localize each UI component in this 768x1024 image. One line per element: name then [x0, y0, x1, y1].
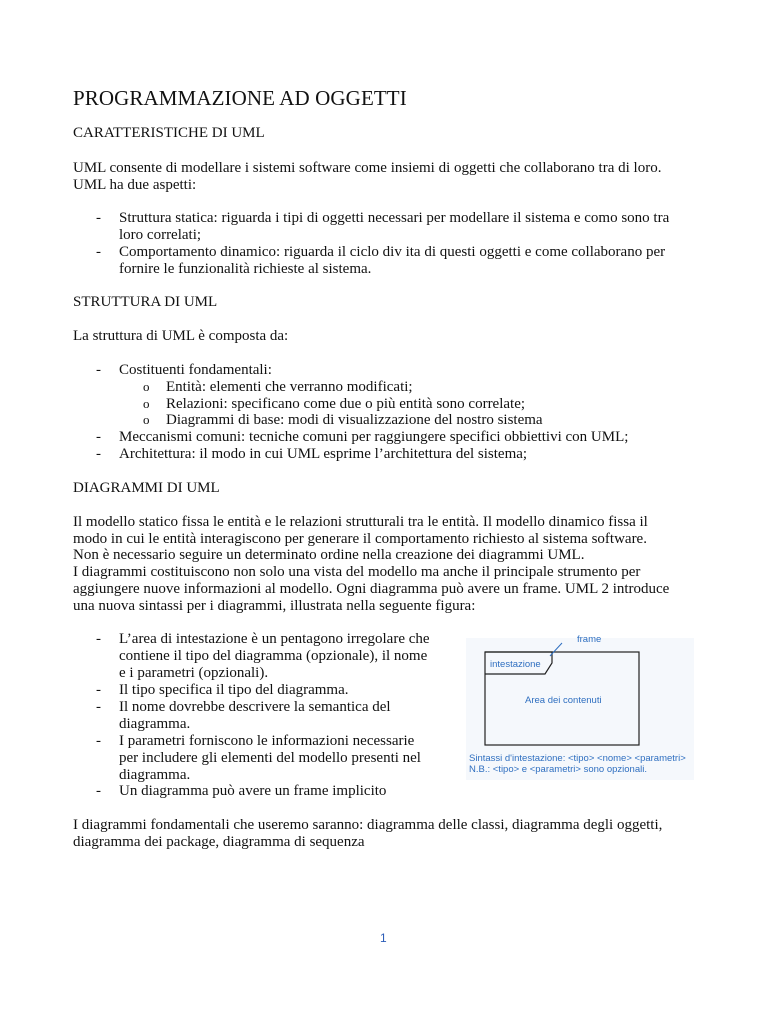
bullet-dash: - [96, 429, 101, 445]
paragraph-line: una nuova sintassi per i diagrammi, illustrata nella seguente figura: [73, 598, 476, 614]
list-item-line: Costituenti fondamentali: [119, 362, 272, 378]
sub-list-item: Diagrammi di base: modi di visualizzazione del nostro sistema [166, 412, 543, 428]
paragraph-line: UML consente di modellare i sistemi software come insiemi di oggetti che collaborano tra di loro. [73, 160, 662, 176]
paragraph-line: La struttura di UML è composta da: [73, 328, 289, 344]
bullet-dash: - [96, 783, 101, 799]
list-item-line: fornire le funzionalità richieste al sistema. [119, 261, 372, 277]
bullet-dash: - [96, 631, 101, 647]
list-item-line: Il tipo specifica il tipo del diagramma. [119, 682, 349, 698]
list-item-line: Meccanismi comuni: tecniche comuni per raggiungere specifici obbiettivi con UML; [119, 429, 629, 445]
sub-list-item: Relazioni: specificano come due o più entità sono correlate; [166, 396, 526, 412]
page-title: PROGRAMMAZIONE AD OGGETTI [73, 86, 407, 110]
uml-frame-diagram [466, 630, 696, 750]
list-item-line: diagramma. [119, 767, 191, 783]
figure-content-label: Area dei contenuti [525, 695, 602, 706]
frame-pointer-line [550, 643, 562, 656]
list-item-line: contiene il tipo del diagramma (opzionale), il nome [119, 648, 428, 664]
paragraph-line: modo in cui le entità interagiscono per generare il comportamento richiesto al sistema software. [73, 531, 647, 547]
figure-header-label: intestazione [490, 659, 541, 670]
paragraph-line: I diagrammi costituiscono non solo una vista del modello ma anche il principale strumento per [73, 564, 641, 580]
list-item-line: L’area di intestazione è un pentagono irregolare che [119, 631, 430, 647]
list-item-line: Architettura: il modo in cui UML esprime l’architettura del sistema; [119, 446, 528, 462]
bullet-dash: - [96, 682, 101, 698]
bullet-dash: - [96, 733, 101, 749]
bullet-circle: o [143, 396, 150, 411]
list-item-line: diagramma. [119, 716, 191, 732]
paragraph-line: Il modello statico fissa le entità e le relazioni strutturali tra le entità. Il modello dinamico fissa il [73, 514, 648, 530]
bullet-circle: o [143, 379, 150, 394]
list-item-line: I parametri forniscono le informazioni necessarie [119, 733, 415, 749]
bullet-circle: o [143, 412, 150, 427]
bullet-dash: - [96, 210, 101, 226]
list-item-line: loro correlati; [119, 227, 202, 243]
paragraph-line: diagramma dei package, diagramma di sequenza [73, 834, 365, 850]
page-number: 1 [380, 931, 387, 945]
list-item-line: Struttura statica: riguarda i tipi di oggetti necessari per modellare il sistema e como sono tra [119, 210, 670, 226]
bullet-dash: - [96, 699, 101, 715]
section-heading-struttura: STRUTTURA DI UML [73, 294, 218, 310]
paragraph-line: UML ha due aspetti: [73, 177, 197, 193]
section-heading-diagrammi: DIAGRAMMI DI UML [73, 480, 220, 496]
figure-caption-line1: Sintassi d'intestazione: <tipo> <nome> <parametri> [469, 753, 686, 764]
sub-list-item: Entità: elementi che verranno modificati; [166, 379, 413, 395]
paragraph-line: I diagrammi fondamentali che useremo saranno: diagramma delle classi, diagramma degli oggetti, [73, 817, 663, 833]
list-item-line: per includere gli elementi del modello presenti nel [119, 750, 421, 766]
paragraph-line: Non è necessario seguire un determinato ordine nella creazione dei diagrammi UML. [73, 547, 585, 563]
section-heading-caratteristiche: CARATTERISTICHE DI UML [73, 125, 265, 141]
list-item-line: Un diagramma può avere un frame implicito [119, 783, 387, 799]
bullet-dash: - [96, 446, 101, 462]
list-item-line: e i parametri (opzionali). [119, 665, 269, 681]
paragraph-line: aggiungere nuove informazioni al modello. Ogni diagramma può avere un frame. UML 2 introduce [73, 581, 670, 597]
figure-caption-line2: N.B.: <tipo> e <parametri> sono opzionali. [469, 764, 647, 775]
bullet-dash: - [96, 362, 101, 378]
list-item-line: Comportamento dinamico: riguarda il ciclo div ita di questi oggetti e come collaborano per [119, 244, 666, 260]
list-item-line: Il nome dovrebbe descrivere la semantica del [119, 699, 391, 715]
bullet-dash: - [96, 244, 101, 260]
figure-frame-label: frame [577, 634, 602, 645]
